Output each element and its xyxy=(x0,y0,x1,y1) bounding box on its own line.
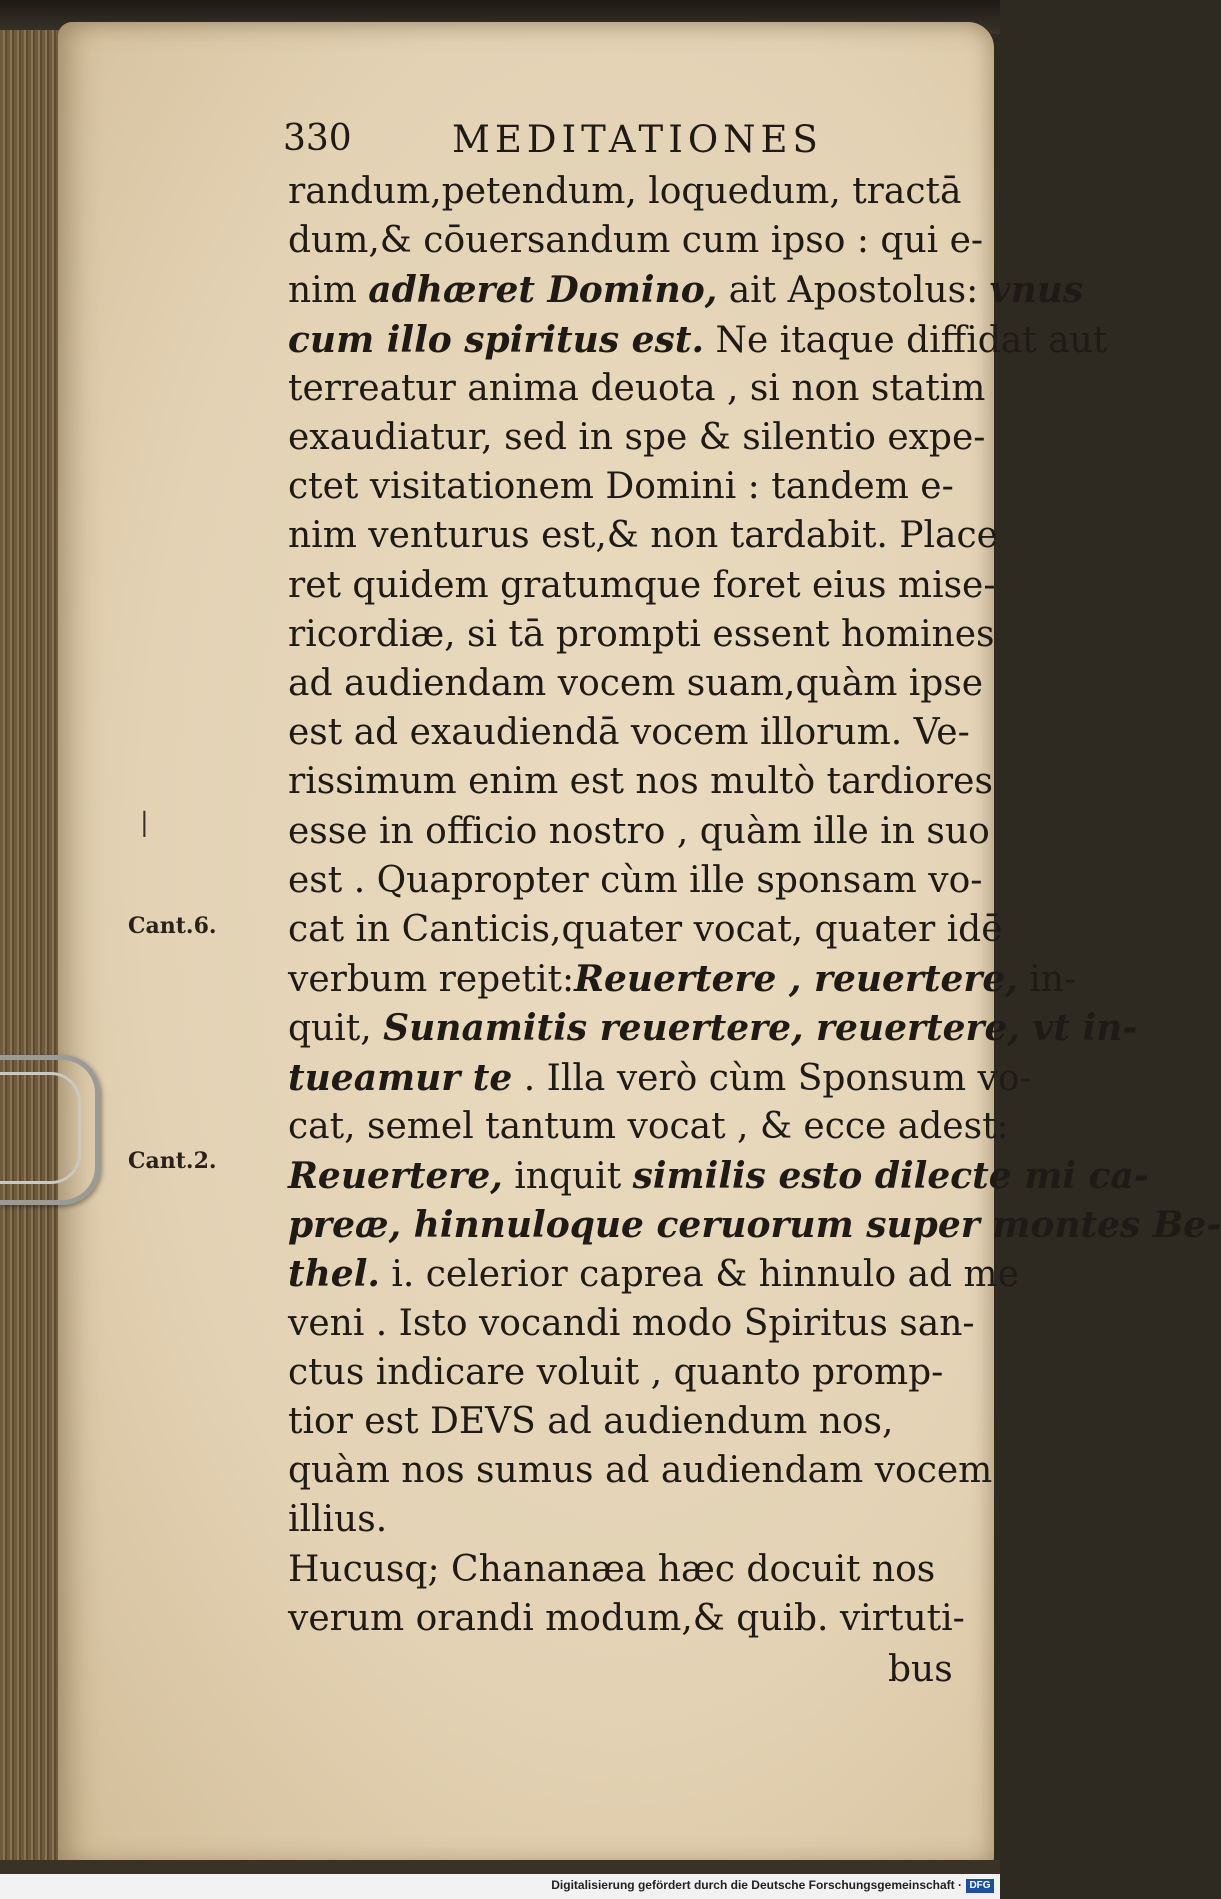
italic-text: vnus xyxy=(989,269,1084,312)
italic-text: Sunamitis reuertere, reuertere, vt in- xyxy=(383,1007,1138,1050)
text-line xyxy=(288,1203,1221,1248)
text-line: verbum repetit:Reuertere , reuertere, in- xyxy=(288,958,1077,1001)
text-line: quàm nos sumus ad audiendam vocem xyxy=(288,1450,993,1492)
italic-text: adhæret Domino, xyxy=(368,269,718,312)
italic-text: Reuertere , reuertere, xyxy=(574,958,1018,1001)
text-line: veni . Isto vocandi modo Spiritus san- xyxy=(288,1302,975,1344)
text-line: terreatur anima deuota , si non statim xyxy=(288,367,986,409)
text-line: esse in officio nostro , quàm ille in suo xyxy=(288,810,990,852)
footer-text: Digitalisierung gefördert durch die Deutsche Forschungsgemeinschaft · xyxy=(551,1878,962,1892)
text-line: nim adhæret Domino, ait Apostolus: vnus xyxy=(288,269,1084,312)
text-line: quit, Sunamitis reuertere, reuertere, vt in- xyxy=(288,1007,1138,1050)
margin-mark: | xyxy=(140,808,149,838)
italic-text: tueamur te xyxy=(288,1056,513,1099)
italic-text: similis esto dilecte mi ca- xyxy=(632,1155,1149,1197)
text-line: ctet visitationem Domini : tandem e- xyxy=(288,466,954,508)
text-line: ctus indicare voluit , quanto promp- xyxy=(288,1351,944,1393)
text-line: Hucusq; Chananæa hæc docuit nos xyxy=(288,1548,936,1590)
page-number: 330 xyxy=(283,118,352,159)
text-line: nim venturus est,& non tardabit. Place xyxy=(288,515,998,557)
text-line: est ad exaudiendā vocem illorum. Ve- xyxy=(288,712,970,754)
text-line: est . Quapropter cùm ille sponsam vo- xyxy=(288,859,983,901)
running-head: MEDITATIONES xyxy=(452,118,823,161)
dfg-logo-icon: DFG xyxy=(966,1879,994,1893)
text-line: ad audiendam vocem suam,quàm ipse xyxy=(288,663,984,704)
text-line: exaudiatur, sed in spe & silentio expe- xyxy=(288,417,986,458)
text-line: dum,& cōuersandum cum ipso : qui e- xyxy=(288,220,984,262)
text-line: cat, semel tantum vocat , & ecce adest: xyxy=(288,1105,1009,1147)
italic-text: cum illo spiritus est. xyxy=(288,318,704,361)
italic-text: Reuertere, xyxy=(288,1155,503,1197)
text-line: tior est DEVS ad audiendum nos, xyxy=(288,1401,894,1442)
text-line: illius. xyxy=(288,1499,388,1541)
catchword: bus xyxy=(888,1649,953,1690)
italic-text: preæ, hinnuloque ceruorum super montes Be- xyxy=(288,1204,1221,1247)
italic-text: thel. xyxy=(288,1253,380,1296)
text-line: ret quidem gratumque foret eius mise- xyxy=(288,564,996,606)
text-line: verum orandi modum,& quib. virtuti- xyxy=(288,1597,965,1639)
text-line: cat in Canticis,quater vocat, quater idē xyxy=(288,909,1003,950)
text-line: rissimum enim est nos multò tardiores xyxy=(288,761,993,803)
text-line: randum,petendum, loquedum, tractā xyxy=(288,171,962,212)
margin-note-cant2: Cant.2. xyxy=(128,1148,217,1174)
digitization-footer xyxy=(0,1874,1000,1899)
text-line: Reuertere, inquit similis esto dilecte mi ca- xyxy=(288,1155,1149,1197)
text-line: cum illo spiritus est. Ne itaque diffidat aut xyxy=(288,318,1108,361)
margin-note-cant6: Cant.6. xyxy=(128,913,217,939)
text-line: ricordiæ, si tā prompti essent homines xyxy=(288,613,995,655)
text-line: tueamur te . Illa verò cùm Sponsum vo- xyxy=(288,1056,1032,1099)
text-line: thel. i. celerior caprea & hinnulo ad me xyxy=(288,1253,1019,1296)
